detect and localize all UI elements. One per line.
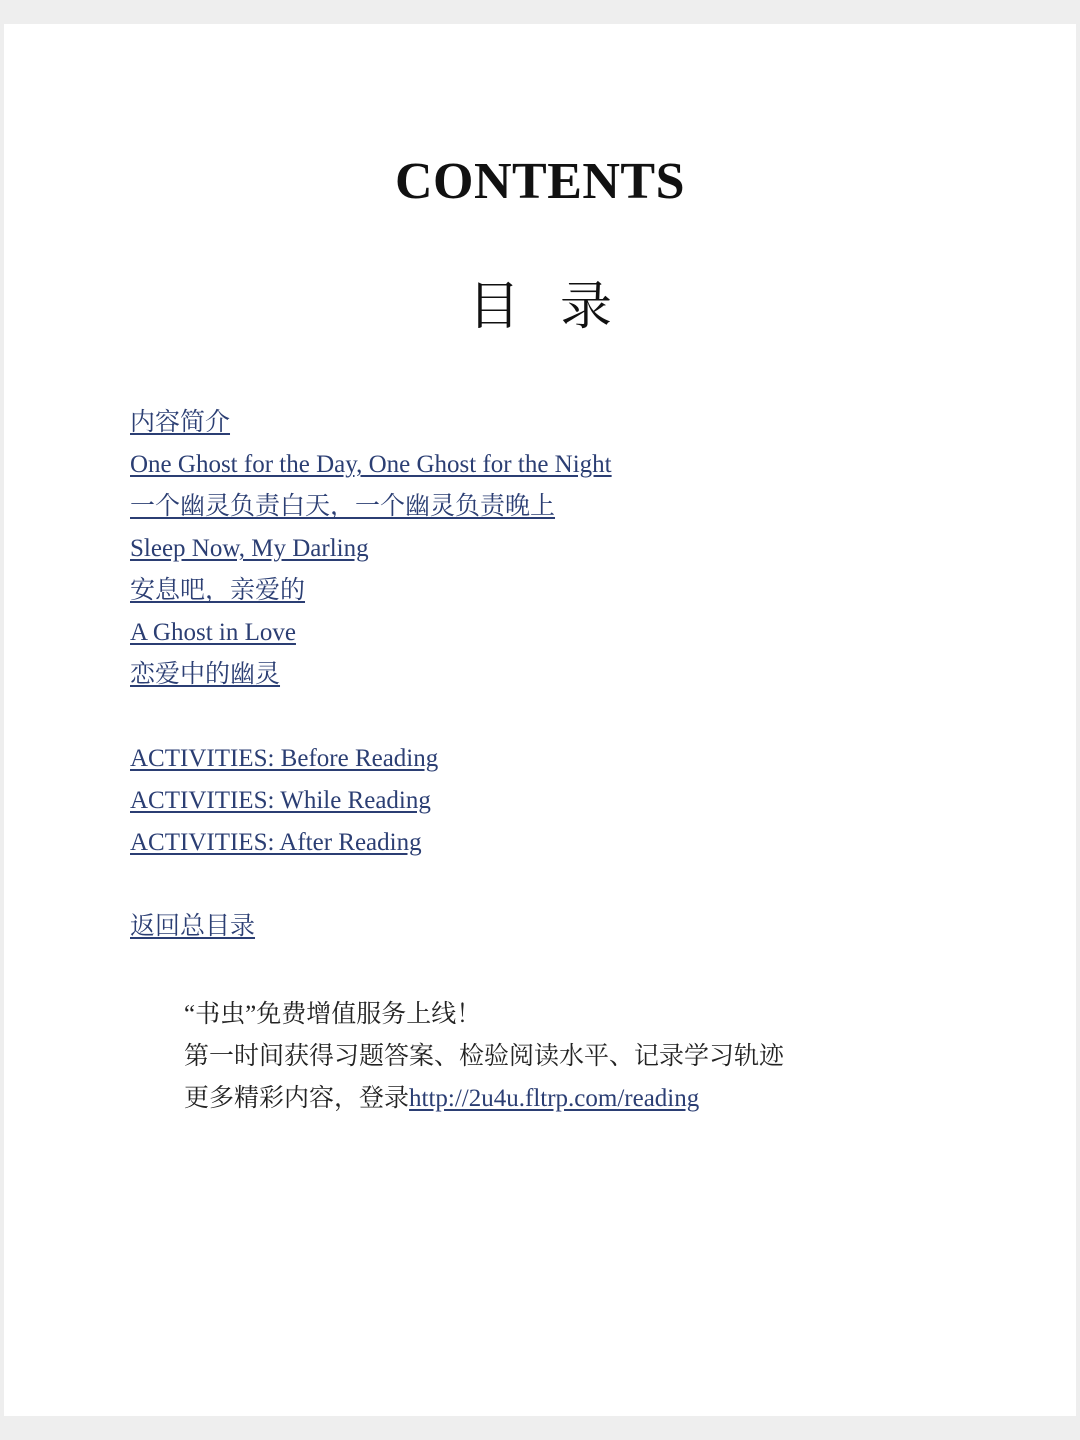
spacer [130,864,612,906]
table-of-contents [130,402,612,948]
document-page [4,24,1076,1416]
page-title-chinese: 目录 [467,279,652,336]
service-login-line [184,1078,784,1120]
service-notice [184,994,784,1120]
back-to-main-contents-link[interactable]: 返回总目录 [130,913,256,940]
toc-link-one-ghost-en[interactable]: One Ghost for the Day, One Ghost for the Night [130,451,612,478]
service-description: 第一时间获得习题答案、检验阅读水平、记录学习轨迹 [184,1043,785,1070]
toc-link-activities-while[interactable]: ACTIVITIES: While Reading [130,787,431,814]
toc-link-activities-after[interactable]: ACTIVITIES: After Reading [130,829,422,856]
toc-link-sleep-now-cn[interactable]: 安息吧，亲爱的 [130,577,306,604]
toc-link-sleep-now-en[interactable]: Sleep Now, My Darling [130,535,369,562]
toc-link-ghost-in-love-cn[interactable]: 恋爱中的幽灵 [130,661,281,688]
page-title: CONTENTS [394,153,686,210]
service-headline: “书虫”免费增值服务上线！ [184,1001,482,1028]
service-url-link[interactable]: http://2u4u.fltrp.com/reading [409,1085,700,1112]
service-login-prefix: 更多精彩内容，登录 [184,1085,410,1112]
toc-link-introduction[interactable]: 内容简介 [130,409,231,436]
toc-link-one-ghost-cn[interactable]: 一个幽灵负责白天，一个幽灵负责晚上 [130,493,556,520]
toc-link-activities-before[interactable]: ACTIVITIES: Before Reading [130,745,439,772]
toc-link-ghost-in-love-en[interactable]: A Ghost in Love [130,619,296,646]
spacer [130,696,612,738]
